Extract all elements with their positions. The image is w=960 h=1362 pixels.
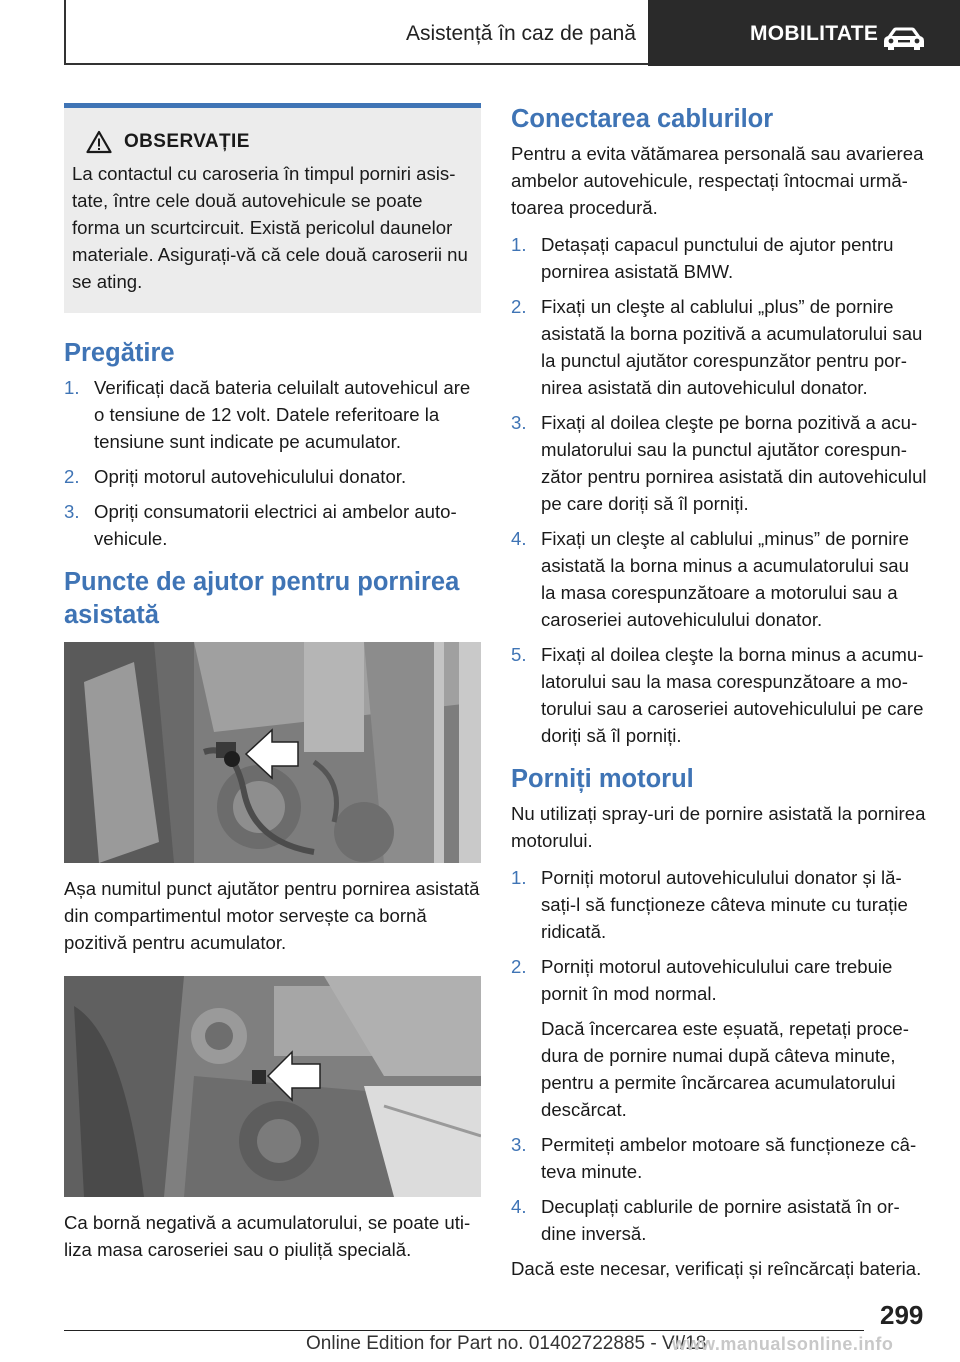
heading-preparation: Pregătire: [64, 339, 175, 367]
step-text: Opriți motorul autovehiculului donator.: [94, 466, 407, 487]
list-item: [511, 953, 927, 1123]
step-text: Fixați un cleşte al cablului „plus” de pornire asistată la borna pozitivă a acumulatorului sau la punctul ajutător corespunzător pentru pornirea asistată din autovehiculul donator.: [541, 296, 923, 398]
step-text: Porniți motorul autovehiculului care trebuie pornit în mod normal.: [541, 956, 893, 1004]
engine-photo-positive: [64, 642, 481, 863]
note-header: [86, 130, 473, 154]
start-engine-intro: Nu utilizați spray-uri de pornire asistată la pornirea motorului.: [511, 803, 926, 851]
step-text: Fixați al doilea cleşte la borna minus a acumulatorului sau la masa corespunzătoare a motorului sau a caroseriei autovehiculului pe care doriți să îl porniți.: [541, 644, 924, 746]
warning-triangle-icon: [86, 130, 112, 154]
step-text: Fixați un cleşte al cablului „minus” de pornire asistată la borna minus a acumulatorului sau la masa corespunzătoare a motorului sau a caroseriei autovehiculului donator.: [541, 528, 909, 630]
heading-jump-points: Puncte de ajutor pentru pornirea asistată: [64, 568, 460, 629]
preparation-steps: [64, 374, 481, 552]
step-text: Permiteți ambelor motoare să funcționeze câteva minute.: [541, 1134, 917, 1182]
step-text: Fixați al doilea cleşte pe borna pozitivă a acumulatorului sau la punctul ajutător corespunzător pentru pornirea asistată din autovehiculul pe care doriți să îl porniți.: [541, 412, 927, 514]
step-text: Verificați dacă bateria celuilalt autovehicul are o tensiune de 12 volt. Datele referitoare la tensiune sunt indicate pe acumulator.: [94, 377, 471, 452]
step-text: Decuplați cablurile de pornire asistată în ordine inversă.: [541, 1196, 900, 1244]
connecting-steps: [511, 231, 927, 749]
list-item: [511, 864, 927, 945]
chapter-tab-label: MOBILITATE: [750, 22, 879, 45]
car-icon: [882, 26, 926, 52]
step-number: 1.: [511, 867, 527, 888]
header-bottom-rule: [64, 63, 648, 65]
heading-connecting: Conectarea cablurilor: [511, 105, 774, 133]
step-number: 5.: [511, 644, 527, 665]
list-item: [511, 1131, 927, 1185]
note-text: La contactul cu caroseria în timpul porniri asistate, între cele două autovehicule se poate forma un scurtcircuit. Există pericolul daunelor materiale. Asigurați-vă că cele două caroserii nu se ating.: [72, 163, 468, 292]
list-item: [511, 525, 927, 633]
connecting-intro: Pentru a evita vătămarea personală sau avarierea ambelor autovehicule, respectați întocmai următoarea procedură.: [511, 143, 924, 218]
step-number: 4.: [511, 1196, 527, 1217]
step-text: Opriți consumatorii electrici ai ambelor autovehicule.: [94, 501, 457, 549]
list-item: [511, 409, 927, 517]
step-number: 2.: [511, 296, 527, 317]
list-item: [511, 1193, 927, 1247]
photo-caption-negative: Ca bornă negativă a acumulatorului, se poate utiliza masa caroseriei sau o piuliță specială.: [64, 1212, 471, 1260]
engine-photo-negative: [64, 976, 481, 1197]
step-text: Detașați capacul punctului de ajutor pentru pornirea asistată BMW.: [541, 234, 894, 282]
right-column: [511, 103, 927, 1292]
note-title: OBSERVAȚIE: [124, 131, 250, 152]
step-number: 3.: [511, 1134, 527, 1155]
step-number: 1.: [511, 234, 527, 255]
heading-start-engine: Porniți motorul: [511, 765, 694, 793]
start-engine-outro: Dacă este necesar, verificați și reîncărcați bateria.: [511, 1258, 922, 1279]
list-item: [511, 231, 927, 285]
section-title: Asistență în caz de pană: [406, 22, 636, 45]
start-engine-steps: [511, 864, 927, 1247]
warning-note: [64, 103, 481, 313]
page-number: 299: [880, 1300, 924, 1330]
list-item: [511, 641, 927, 749]
step-subtext: Dacă încercarea este eșuată, repetați procedura de pornire numai după câteva minute, pentru a permite încărcarea acumulatorului descărcat.: [541, 1018, 909, 1120]
list-item: [511, 293, 927, 401]
step-number: 2.: [511, 956, 527, 977]
left-column: [64, 103, 481, 1283]
photo-caption-positive: Așa numitul punct ajutător pentru pornirea asistată din compartimentul motor servește ca bornă pozitivă pentru acumulator.: [64, 878, 480, 953]
step-text: Porniți motorul autovehiculului donator și lăsați-l să funcționeze câteva minute cu turație ridicată.: [541, 867, 908, 942]
list-item: [64, 374, 481, 455]
step-number: 3.: [64, 501, 80, 522]
footer-edition: Online Edition for Part no. 01402722885 - VI/18: [306, 1333, 707, 1354]
chapter-tab[interactable]: [648, 0, 960, 66]
step-number: 1.: [64, 377, 80, 398]
step-number: 3.: [511, 412, 527, 433]
list-item: [64, 463, 481, 490]
step-number: 4.: [511, 528, 527, 549]
footer-rule: [64, 1330, 864, 1331]
footer-watermark: www.manualsonline.info: [672, 1334, 894, 1354]
list-item: [64, 498, 481, 552]
step-number: 2.: [64, 466, 80, 487]
